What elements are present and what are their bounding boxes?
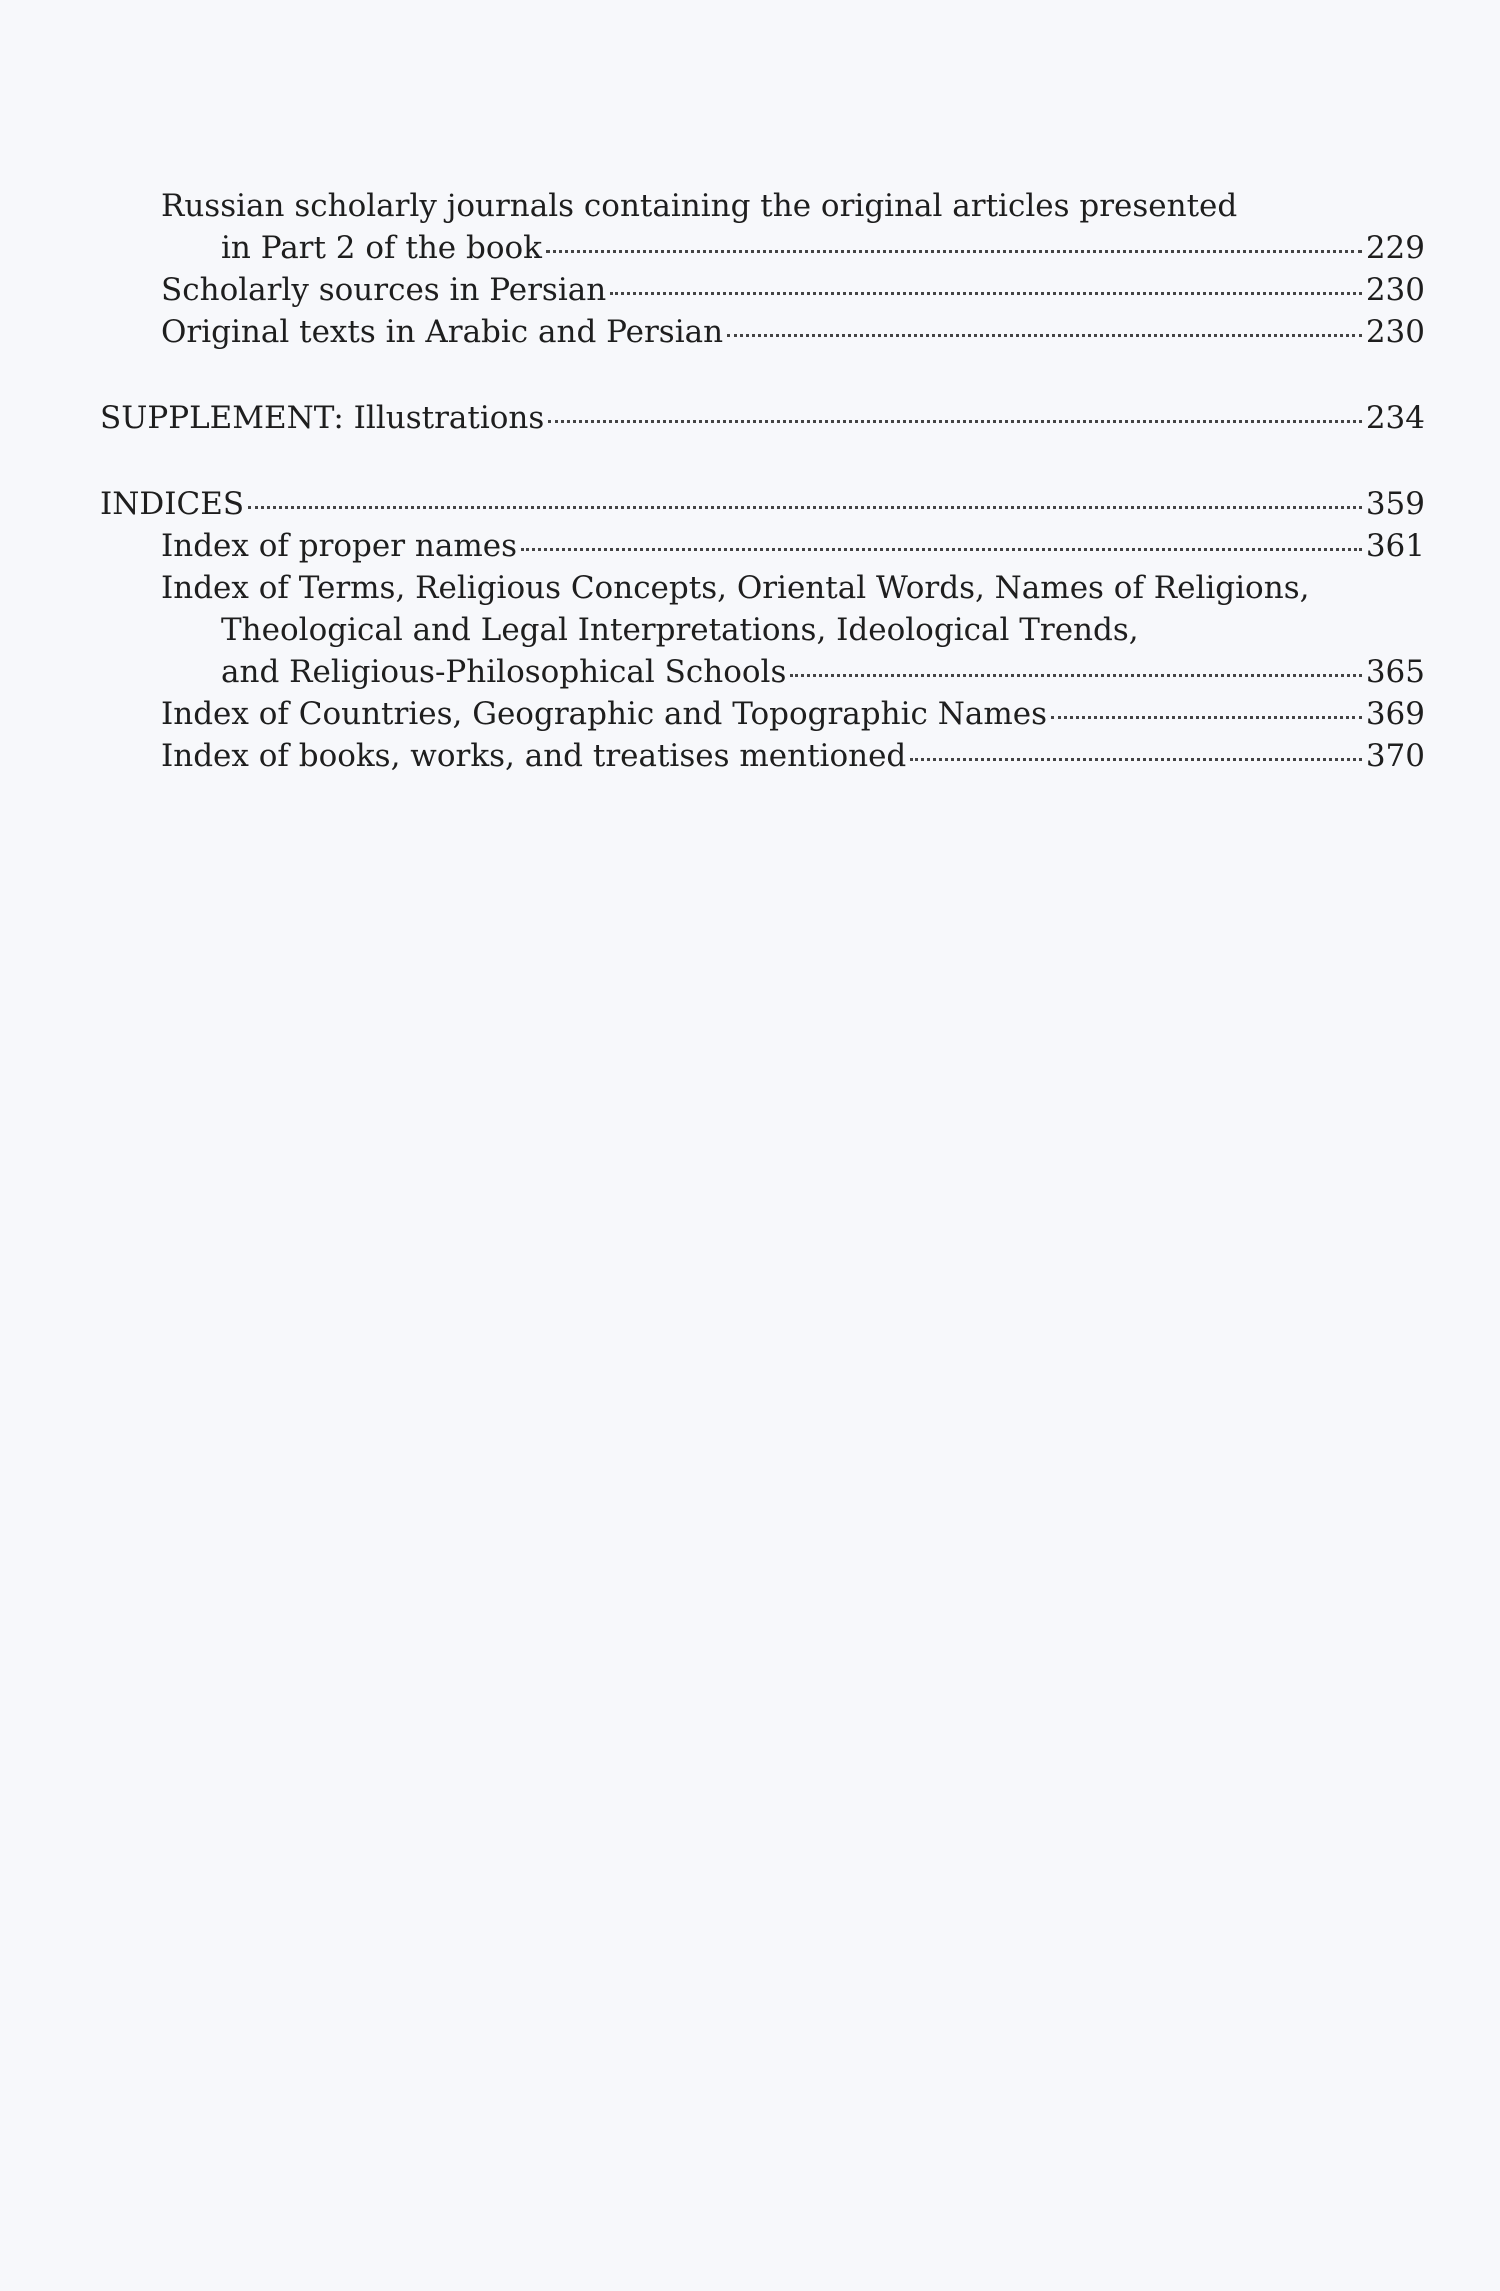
toc-entry-books [100,735,1425,777]
toc-entry-text: Index of books, works, and treatises mentioned [161,738,907,774]
page-number: 230 [1365,314,1425,350]
dot-leader [610,292,1362,295]
page-number: 229 [1365,230,1425,266]
spacer [100,439,1425,483]
page-number: 370 [1365,738,1425,774]
toc-entry-text: Scholarly sources in Persian [161,272,607,308]
toc-entry-text: and Religious-Philosophical Schools [221,654,787,690]
dot-leader [910,758,1362,761]
toc-entry-proper-names [100,525,1425,567]
dot-leader [546,250,1362,253]
dot-leader [521,548,1362,551]
dot-leader [790,674,1361,677]
toc-entry-original-texts [100,311,1425,353]
toc-entry-text: INDICES [100,486,245,522]
page-number: 230 [1365,272,1425,308]
toc-entry-text: Original texts in Arabic and Persian [161,314,724,350]
page-number: 234 [1365,400,1425,436]
dot-leader [248,506,1362,509]
dot-leader [727,334,1362,337]
toc-entry-text: Index of Countries, Geographic and Topographic Names [161,696,1047,732]
toc-entry-text: SUPPLEMENT: Illustrations [100,400,545,436]
page-number: 359 [1365,486,1425,522]
toc-entry-text: in Part 2 of the book [221,230,542,266]
toc-entry-countries [100,693,1425,735]
toc-entry-persian-sources [100,269,1425,311]
toc-entry-text: Index of proper names [161,528,518,564]
toc-entry-journals-line1: Russian scholarly journals containing the original articles presented [161,188,1238,224]
page-number: 369 [1365,696,1425,732]
table-of-contents [100,185,1425,777]
page-number: 365 [1365,654,1425,690]
toc-entry-terms-line1: Index of Terms, Religious Concepts, Oriental Words, Names of Religions, [161,570,1310,606]
dot-leader [548,420,1362,423]
toc-entry-terms-line2: Theological and Legal Interpretations, Ideological Trends, [221,612,1139,648]
spacer [100,353,1425,397]
toc-entry-terms [100,651,1425,693]
page-number: 361 [1365,528,1425,564]
toc-entry-supplement [100,397,1425,439]
toc-entry-indices [100,483,1425,525]
dot-leader [1051,716,1362,719]
toc-entry-journals [100,227,1425,269]
